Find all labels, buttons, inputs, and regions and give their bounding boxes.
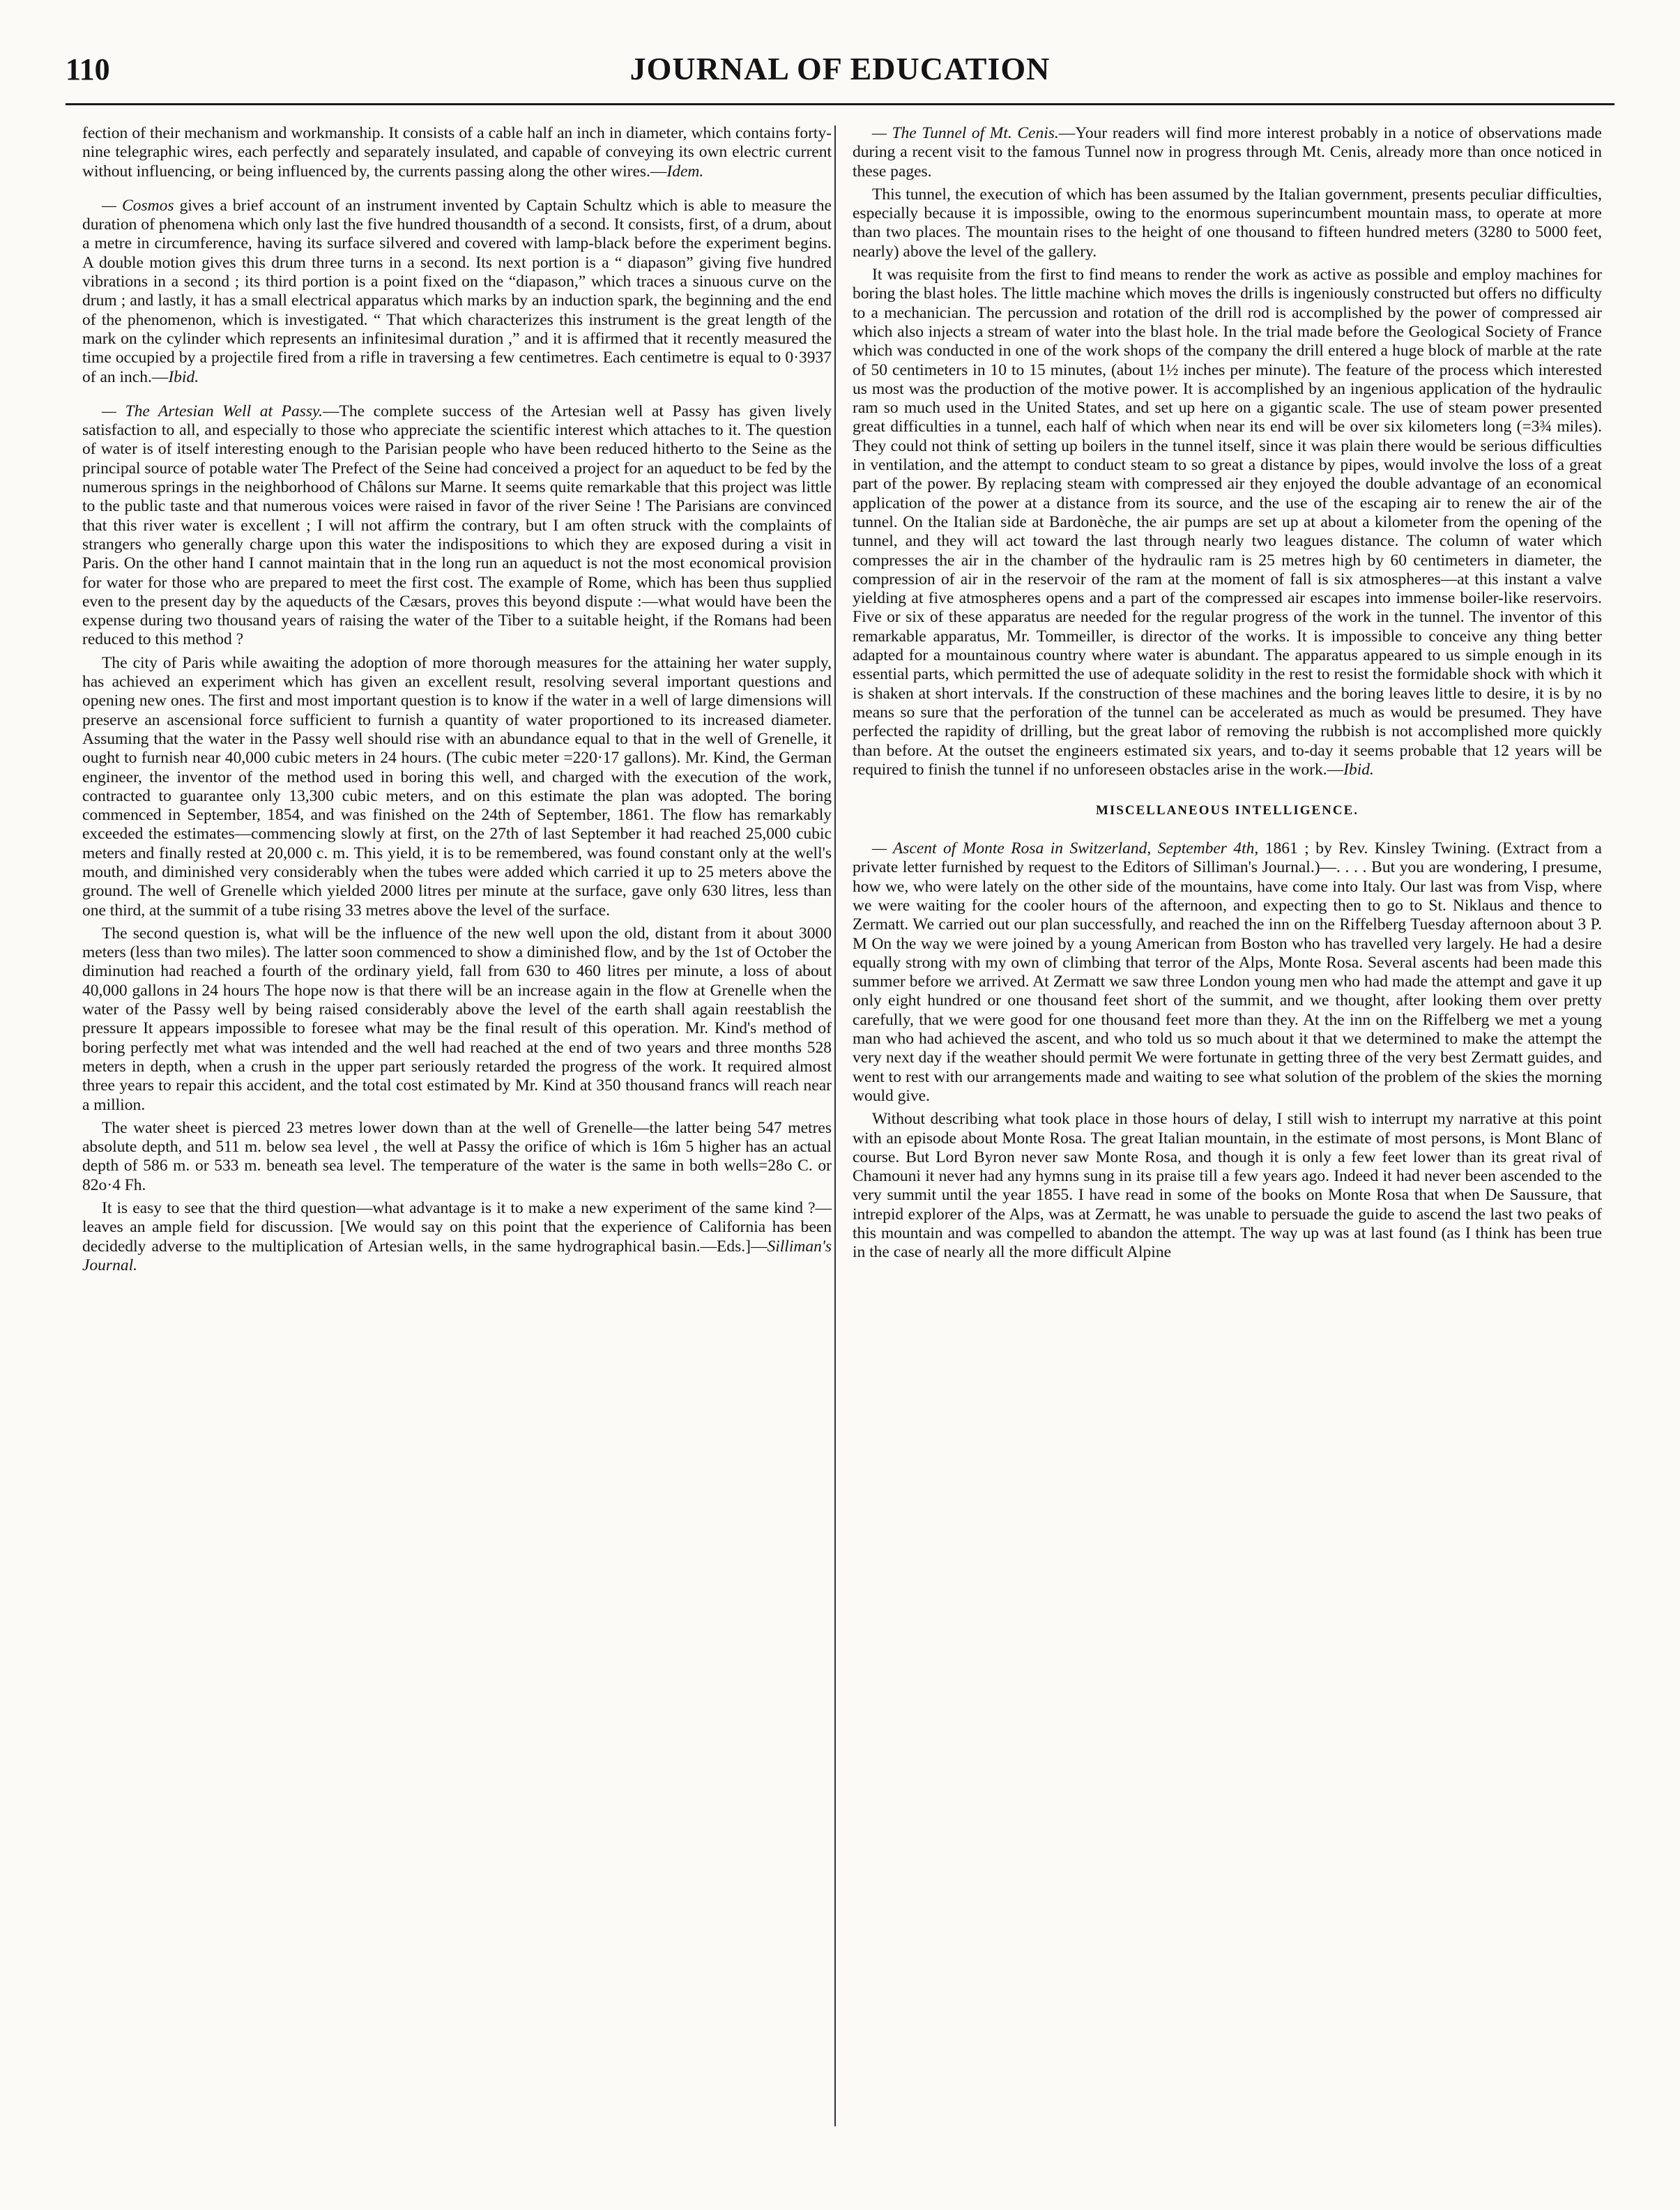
paragraph: Without describing what took place in those hours of delay, I still wish to interrupt my narrative at this point with an episode about Monte Rosa. The great Italian mountain, in the estimate of most persons, is Mont Blanc of course. But Lord Byron never saw Monte Rosa, and though it is only a few feet lower than its great rival of Chamouni it never had any hymns sung in its praise till a few years ago. Indeed it had never been ascended to the very summit until the year 1855. I have read in some of the books on Monte Rosa that when De Saussure, that intrepid explorer of the Alps, was at Zermatt, he was unable to persuade the guide to ascend the last two peaks of this mountain and was compelled to abandon the attempt. The way up was at last found (as I think has been true in the case of nearly all the more difficult Alpine — [853, 1110, 1602, 1262]
article-mt-cenis-tunnel — [853, 124, 1602, 181]
paragraph — [82, 1199, 832, 1275]
article-monte-rosa — [853, 839, 1602, 1106]
paragraph: The second question is, what will be the influence of the new well upon the old, distant from it about 3000 meters (less than two miles). The latter soon commenced to show a diminished flow, and by the 1st of October the diminution had reached a fourth of the ordinary yield, fall from 630 to 460 litres per minute, a loss of about 40,000 gallons in 24 hours The hope now is that there will be an increase again in the flow at Grenelle when the water of the Passy well by being raised considerably above the level of the earth shall again reestablish the pressure It appears impossible to foresee what may be the final result of this operation. Mr. Kind's method of boring perfectly met what was intended and the well had reached at the end of two years and three months 528 meters in depth, when a crush in the upper part seriously retarded the progress of the work. It required almost three years to repair this accident, and the total cost estimated by Mr. Kind at 350 thousand francs will reach near a million. — [82, 924, 832, 1114]
header-rule — [66, 103, 1614, 105]
article-artesian-well — [82, 402, 832, 650]
paragraph-text: It was requisite from the first to find means to render the work as active as possible and employ machines for boring the blast holes. The little machine which moves the drills is ingeniously constructed but offers no difficulty to a mechanician. The percussion and rotation of the drill rod is accomplished by the power of compressed air which also injects a stream of water into the blast hole. In the trial made before the Geological Society of France which was conducted in one of the work shops of the company the drill entered a huge block of marble at the rate of 50 centimeters in 10 to 15 minutes, (about 1½ inches per minute). The feature of the process which interested us most was the production of the motive power. It is accomplished by an ingenious application of the hydraulic ram so much used in the United States, and set up here on a gigantic scale. The use of steam power presented great difficulties in a tunnel, each half of which when near its end will be over six kilometers long (=3¾ miles). They could not think of setting up boilers in the tunnel itself, since it was plain there would be serious difficulties in ventilation, and the attempt to conduct steam to so great a distance by pipes, would involve the loss of a great part of the power. By replacing steam with compressed air they enjoyed the double advantage of an economical application of the power at a distance from its source, and the use of the escaping air to renew the air of the tunnel. On the Italian side at Bardonèche, the air pumps are set up at about a kilometer from the opening of the tunnel, and they will act toward the last through nearly two leagues distance. The column of water which compresses the air in the chamber of the hydraulic ram is 25 metres high by 60 centimeters in diameter, the compression of air in the reservoir of the ram at the moment of fall is six atmospheres—at this instant a valve yielding at five atmospheres opens and a part of the compressed air escapes into immense boiler-like reservoirs. Five or six of these apparatus are needed for the regular progress of the work in the tunnel. The inventor of this remarkable apparatus, Mr. Tommeiller, is director of the works. It is impossible to conceive any thing better adapted for a mountainous country where water is abundant. The apparatus appeared to us simple enough in its essential parts, which permitted the use of adequate solidity in the rest to resist the formidable shock with which it is shaken at short intervals. If the construction of these machines and the boring leaves little to desire, it is by no means so sure that the perforation of the tunnel can be accelerated as much as would be presumed. They have perfected the rapidity of drilling, but the great labor of removing the rubbish is not accomplished more quickly than before. At the outset the engineers estimated six years, and to-day it seems probable that 12 years will be required to finish the tunnel if no unforeseen obstacles arise in the work.— — [853, 266, 1602, 779]
page-number: 110 — [66, 52, 110, 86]
source-signoff: Silliman's Journal. — [82, 1237, 832, 1274]
article-continuation — [82, 124, 832, 181]
article-lead: — The Tunnel of Mt. Cenis. — [872, 124, 1059, 142]
right-column — [853, 124, 1602, 1267]
source-signoff: Idem. — [666, 162, 704, 181]
paragraph — [853, 266, 1602, 779]
section-heading: MISCELLANEOUS INTELLIGENCE. — [1095, 803, 1359, 818]
page-header — [66, 45, 1614, 100]
journal-title: JOURNAL OF EDUCATION — [629, 51, 1051, 86]
article-cosmos — [82, 197, 832, 387]
paragraph-text: 1861 ; by Rev. Kinsley Twining. (Extract from a private letter furnished by request to the Editors of Silliman's Journal.)—. . . . But you are wondering, I presume, how we, who were lately on the other side of the mountains, have come into Italy. Our last was from Visp, where we were waiting for the cooler hours of the afternoon, and expecting then to go to St. Niklaus and thence to Zermatt. We carried out our plan successfully, and reached the inn on the Riffelberg Tuesday afternoon about 3 P. M On the way we were joined by a young American from Boston who has travelled very largely. He had a desire equally strong with my own of climbing that terror of the Alps, Monte Rosa. Several ascents had been made this summer before we arrived. At Zermatt we saw three London young men who had made the attempt and gave it up only eight hundred or one thousand feet short of the summit, and we thought, after looking them over pretty carefully, that we were good for one thousand feet more than they. At the inn on the Riffelberg we met a young man who had achieved the ascent, and who told us so much about it that we determined to make the attempt the very next day if the weather should permit We were fortunate in getting three of the very best Zermatt guides, and went to rest with our arrangements made and waiting to see what solution of the problem of the skies the morning would give. — [853, 839, 1602, 1105]
paragraph: This tunnel, the execution of which has been assumed by the Italian government, presents peculiar difficulties, especially because it is impossible, owing to the enormous superincumbent mountain mass, to operate at more than two places. The mountain rises to the height of one thousand to fifteen hundred meters (3280 to 5000 feet, nearly) above the level of the gallery. — [853, 185, 1602, 261]
paragraph-text: —Your readers will find more interest probably in a notice of observations made during a recent visit to the famous Tunnel now in progress through Mt. Cenis, already more than once noticed in these pages. — [853, 124, 1602, 181]
source-signoff: Ibid. — [168, 367, 199, 386]
paragraph-text: It is easy to see that the third question—what advantage is it to make a new experiment of the same kind ?—leaves an ample field for discussion. [We would say on this point that the experience of California has been decidedly adverse to the multiplication of Artesian wells, in the same hydrographical basin.—Eds.]— — [82, 1199, 832, 1256]
paragraph-text: gives a brief account of an instrument invented by Captain Schultz which is able to measure the duration of phenomena which only last the five hundred thousandth of a second. It consists, first, of a drum, about a metre in circumference, having its surface silvered and covered with lamp-black before the experiment begins. A double motion gives this drum three turns in a second. Its next portion is a “ diapason” giving five hundred vibrations in a second ; its third portion is a point fixed on the “diapason,” which traces a sinuous curve on the drum ; and lastly, it has a small electrical apparatus which marks by an induction spark, the beginning and the end of the phenomenon, which is investigated. “ That which characterizes this instrument is the great length of the mark on the cylinder which represents an infinitesimal duration ,” and it is affirmed that it recently measured the time occupied by a projectile fired from a rifle in traversing a few centimetres. Each centimetre is equal to 0·3937 of an inch.— — [82, 196, 832, 386]
left-column — [82, 124, 832, 1279]
source-signoff: Ibid. — [1343, 760, 1374, 779]
column-divider — [834, 125, 836, 2126]
paragraph-text: —The complete success of the Artesian well at Passy has given lively satisfaction to all, and especially to those who appreciate the scientific interest which attaches to it. The question of water is of itself interesting enough to the Parisian people who have been reduced hitherto to the Seine as the principal source of potable water The Prefect of the Seine had conceived a project for an aqueduct to be fed by the numerous springs in the neighborhood of Châlons sur Marne. It seems quite remarkable that this project was little to the public taste and that numerous voices were raised in favor of the river Seine ! The Parisians are convinced that this river water is excellent ; I will not affirm the contrary, but I am often struck with the complaints of strangers who generally charge upon this water the indispositions to which they are exposed during a visit in Paris. On the other hand I cannot maintain that in the long run an aqueduct is not the most economical provision for water for those who are prepared to meet the first cost. The example of Rome, which has been thus supplied even to the present day by the aqueducts of the Cæsars, proves this beyond dispute :—what would have been the expense during two thousand years of raising the water of the Tiber to a suitable height, if the Romans had been reduced to this method ? — [82, 402, 832, 649]
article-lead: — Ascent of Monte Rosa in Switzerland, September 4th, — [872, 839, 1259, 858]
paragraph: The city of Paris while awaiting the adoption of more thorough measures for the attaining her water supply, has achieved an experiment which has given an excellent result, resolving several important questions and opening new ones. The first and most important question is to know if the water in a well of large dimensions will preserve an ascensional force sufficient to furnish a quantity of water proportioned to its increased diameter. Assuming that the water in the Passy well should rise with an abundance equal to that in the well of Grenelle, it ought to furnish near 40,000 cubic meters in 24 hours. (The cubic meter =220·17 gallons). Mr. Kind, the German engineer, the inventor of the method used in boring this well, and charged with the execution of the work, contracted to guarantee only 13,300 cubic meters, and on this estimate the plan was adopted. The boring commenced in September, 1854, and was finished on the 24th of September, 1861. The flow has remarkably exceeded the estimates—commencing slowly at first, on the 27th of last September it had reached 25,000 cubic meters and finally rested at 20,000 c. m. This yield, it is to be remembered, was found constant only at the well's mouth, and diminished very considerably when the tubes were added which carried it up to 25 meters above the ground. The well of Grenelle which yielded 2000 litres per minute at the surface, gave only 630 litres, less than one third, at the summit of a tube rising 33 metres above the level of the surface. — [82, 653, 832, 920]
article-lead: — The Artesian Well at Passy. — [102, 402, 323, 420]
article-lead: — Cosmos — [102, 196, 174, 215]
paragraph-text: fection of their mechanism and workmanship. It consists of a cable half an inch in diameter, which contains forty-nine telegraphic wires, each perfectly and separately insulated, and capable of conveying its own electric current without influencing, or being influenced by, the currents passing along the other wires.— — [82, 124, 832, 181]
paragraph: The water sheet is pierced 23 metres lower down than at the well of Grenelle—the latter being 547 metres absolute depth, and 511 m. below sea level , the well at Passy the orifice of which is 16m 5 higher has an actual depth of 586 m. or 533 m. beneath sea level. The temperature of the water is the same in both wells=28o C. or 82o·4 Fh. — [82, 1118, 832, 1194]
